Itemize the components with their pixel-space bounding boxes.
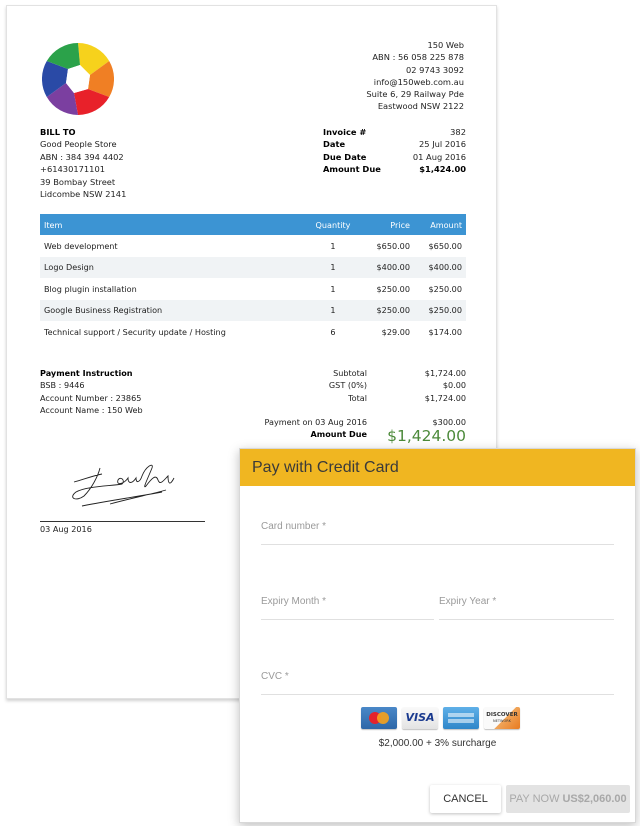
cell-item: Google Business Registration <box>40 300 306 322</box>
total-value: $1,724.00 <box>424 392 466 403</box>
bill-to <box>40 126 126 200</box>
pay-now-button[interactable] <box>506 785 630 813</box>
visa-icon: VISA <box>402 707 438 729</box>
total-label: Total <box>348 392 367 403</box>
amount-due-label: Amount Due <box>310 429 367 440</box>
cell-price: $29.00 <box>381 326 410 337</box>
items-table <box>40 214 466 343</box>
bill-to-heading: BILL TO <box>40 127 76 137</box>
company-phone: 02 9743 3092 <box>405 64 464 75</box>
meta-value: 382 <box>450 127 466 137</box>
expiry-month-input[interactable] <box>261 596 434 620</box>
subtotal-value: $1,724.00 <box>424 368 466 378</box>
cell-item: Blog plugin installation <box>44 283 137 294</box>
col-price: Price <box>360 214 414 235</box>
total-row <box>207 392 466 404</box>
mastercard-icon <box>361 707 397 729</box>
cancel-label: CANCEL <box>443 793 488 805</box>
col-item: Item <box>40 214 306 235</box>
cell-qty: 1 <box>330 240 336 251</box>
table-header <box>40 214 466 235</box>
cvc-field[interactable] <box>261 671 614 695</box>
cell-qty: 1 <box>306 300 360 322</box>
company-address-2: Eastwood NSW 2122 <box>377 101 464 112</box>
cell-amount: $250.00 <box>414 300 466 322</box>
amex-icon <box>443 707 479 729</box>
cell-amount: $400.00 <box>414 257 466 279</box>
table-row <box>40 321 466 343</box>
pay-now-amount: US$2,060.00 <box>562 793 627 805</box>
discover-sub-label: NETWORK <box>493 719 511 723</box>
cell-item: Logo Design <box>40 257 306 279</box>
account-name: Account Name : 150 Web <box>40 404 143 415</box>
expiry-year-field[interactable] <box>439 596 614 620</box>
signature-icon <box>62 456 192 511</box>
cell-item: Technical support / Security update / Hosting <box>44 326 226 337</box>
meta-value: $1,424.00 <box>419 164 466 175</box>
cancel-button[interactable] <box>430 785 501 813</box>
cell-qty: 1 <box>330 283 336 294</box>
cell-qty: 6 <box>330 326 336 337</box>
meta-label: Invoice # <box>323 127 367 137</box>
credit-card-dialog <box>239 448 636 823</box>
meta-label: Date <box>323 139 346 150</box>
cell-price: $250.00 <box>376 283 410 294</box>
company-info <box>366 39 464 113</box>
expiry-year-label: Expiry Year * <box>439 596 497 607</box>
company-name: 150 Web <box>427 40 464 50</box>
payment-instruction-heading: Payment Instruction <box>40 368 133 378</box>
account-number: Account Number : 23865 <box>40 392 142 403</box>
gst-value: $0.00 <box>442 380 466 391</box>
cell-price: $250.00 <box>360 300 414 322</box>
cell-amount: $650.00 <box>428 240 462 251</box>
card-number-input[interactable] <box>261 521 614 545</box>
expiry-year-input[interactable] <box>439 596 614 620</box>
bill-to-phone: +61430171101 <box>40 164 106 175</box>
payment-value: $300.00 <box>432 416 466 427</box>
amount-due-total-row <box>207 428 466 444</box>
table-row <box>40 235 466 257</box>
col-quantity: Quantity <box>306 214 360 235</box>
bill-to-city: Lidcombe NSW 2141 <box>40 189 127 200</box>
discover-icon <box>484 707 520 729</box>
amount-due-value: $1,424.00 <box>387 427 466 446</box>
cell-price: $650.00 <box>376 240 410 251</box>
meta-label: Due Date <box>323 151 367 162</box>
bsb: BSB : 9446 <box>40 380 85 391</box>
meta-value: 25 Jul 2016 <box>419 139 466 150</box>
bill-to-street: 39 Bombay Street <box>40 176 116 187</box>
table-row <box>40 278 466 300</box>
cell-amount: $174.00 <box>428 326 462 337</box>
card-brands <box>361 707 520 729</box>
dialog-title: Pay with Credit Card <box>252 458 399 476</box>
table-row <box>40 257 466 279</box>
subtotal-label: Subtotal <box>333 368 367 378</box>
gst-label: GST (0%) <box>328 380 367 391</box>
surcharge-text: $2,000.00 + 3% surcharge <box>378 738 497 749</box>
company-email: info@150web.com.au <box>373 76 464 87</box>
payment-label: Payment on 03 Aug 2016 <box>264 416 367 427</box>
cvc-label: CVC * <box>261 671 289 682</box>
cvc-input[interactable] <box>261 671 614 695</box>
table-row <box>40 300 466 322</box>
company-address-1: Suite 6, 29 Railway Pde <box>366 89 464 100</box>
bill-to-name: Good People Store <box>40 139 117 150</box>
payment-instruction <box>40 367 143 416</box>
cell-price: $400.00 <box>360 257 414 279</box>
expiry-month-field[interactable] <box>261 596 434 620</box>
meta-value: 01 Aug 2016 <box>412 151 466 162</box>
meta-label: Amount Due <box>323 164 381 175</box>
signature-date: 03 Aug 2016 <box>40 524 92 534</box>
cell-amount: $250.00 <box>428 283 462 294</box>
aperture-logo-icon <box>42 43 114 115</box>
pay-now-label: PAY NOW <box>509 793 560 805</box>
cell-qty: 1 <box>306 257 360 279</box>
invoice-date-row <box>323 138 466 150</box>
signature-line <box>40 521 205 522</box>
invoice-number-row <box>323 126 466 138</box>
due-date-row <box>323 151 466 163</box>
card-number-field[interactable] <box>261 521 614 545</box>
invoice-meta <box>323 126 466 176</box>
subtotal-row <box>207 367 466 379</box>
card-number-label: Card number * <box>261 521 327 532</box>
amount-due-row <box>323 163 466 175</box>
gst-row <box>207 379 466 391</box>
company-abn: ABN : 56 058 225 878 <box>372 52 464 63</box>
dialog-header <box>240 449 635 486</box>
expiry-month-label: Expiry Month * <box>261 596 327 607</box>
discover-label: DISCOVER <box>486 712 518 718</box>
bill-to-abn: ABN : 384 394 4402 <box>40 151 124 162</box>
totals <box>207 367 466 444</box>
cell-item: Web development <box>44 240 118 251</box>
col-amount: Amount <box>414 214 466 235</box>
